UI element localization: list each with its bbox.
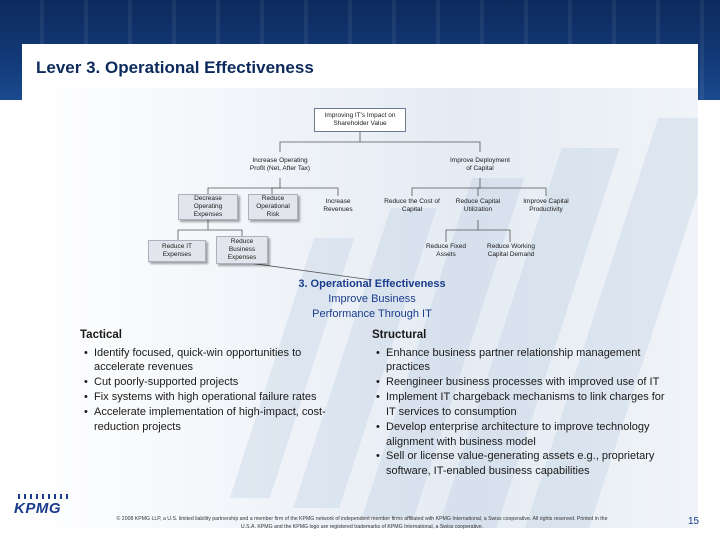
tactical-column (80, 328, 326, 435)
list-item: • Implement IT chargeback mechanisms to link charges for IT services to consumption (386, 390, 668, 420)
tree-node-working-capital: Reduce Working Capital Demand (487, 242, 535, 258)
focus-callout (280, 277, 464, 322)
tree-node-capital-productivity: Improve Capital Productivity (523, 197, 569, 213)
list-item: • Identify focused, quick-win opportunities to accelerate revenues (94, 346, 326, 376)
page-number: 15 (688, 516, 700, 527)
focus-line: Improve Business (328, 292, 416, 305)
tree-node-capital-deployment: Improve Deployment of Capital (450, 156, 510, 172)
focus-lever-label: 3. Operational Effectiveness (298, 278, 446, 290)
focus-line: Performance Through IT (312, 307, 432, 320)
structural-column (372, 328, 668, 479)
tree-node-cost-of-capital: Reduce the Cost of Capital (384, 197, 440, 213)
kpmg-logo: KPMG (14, 500, 61, 517)
tree-node-operating-profit: Increase Operating Profit (Net, After Tax) (249, 156, 311, 172)
copyright-footer: © 2008 KPMG LLP, a U.S. limited liability partnership and a member firm of the KPMG network of independent member firms affiliated with KPMG International, a Swiss cooperative. All rights reserved. Printed in the U.S.A. KPMG and the KPMG logo are registered trademarks of KPMG International, a Swiss cooperative. (116, 516, 608, 530)
list-item: • Reengineer business processes with improved use of IT (386, 375, 668, 390)
list-item: • Sell or license value-generating assets e.g., proprietary software, IT-enabled business capabilities (386, 449, 668, 479)
tree-node-business-expenses: Reduce Business Expenses (216, 236, 268, 264)
list-item: • Cut poorly-supported projects (94, 375, 326, 390)
tree-root-node: Improving IT's Impact on Shareholder Value (314, 108, 406, 132)
tree-node-operating-expenses: Decrease Operating Expenses (178, 194, 238, 220)
tree-node-capital-utilization: Reduce Capital Utilization (455, 197, 501, 213)
list-item: • Enhance business partner relationship management practices (386, 346, 668, 376)
tactical-heading: Tactical (80, 329, 122, 341)
list-item: • Accelerate implementation of high-impact, cost-reduction projects (94, 405, 326, 435)
tactical-list (80, 346, 326, 435)
tree-node-it-expenses: Reduce IT Expenses (148, 240, 206, 262)
tree-node-increase-revenues: Increase Revenues (323, 197, 353, 213)
tree-node-fixed-assets: Reduce Fixed Assets (425, 242, 467, 258)
logo-mark (18, 494, 70, 499)
tree-node-operational-risk: Reduce Operational Risk (248, 194, 298, 220)
list-item: • Fix systems with high operational failure rates (94, 390, 326, 405)
page-title: Lever 3. Operational Effectiveness (36, 58, 314, 77)
structural-list (372, 346, 668, 480)
structural-heading: Structural (372, 329, 427, 341)
list-item: • Develop enterprise architecture to improve technology alignment with business model (386, 420, 668, 450)
